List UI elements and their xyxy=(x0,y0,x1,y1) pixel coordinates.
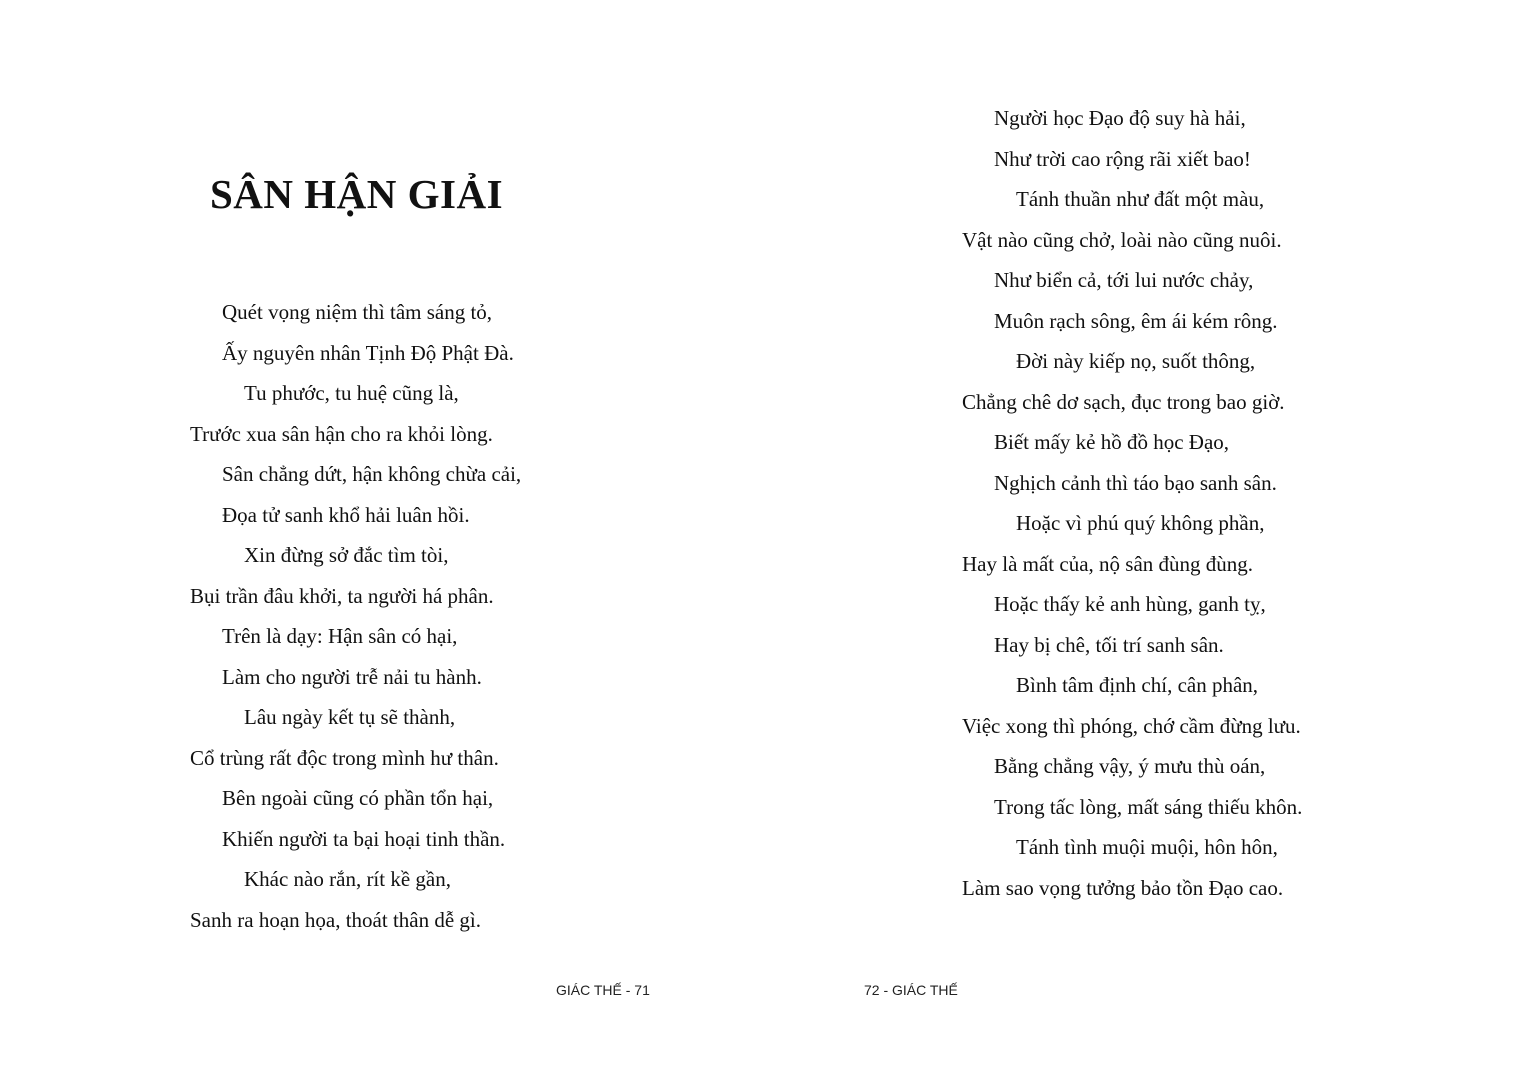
poem-line: Hay là mất của, nộ sân đùng đùng. xyxy=(962,551,1254,576)
poem-line: Làm sao vọng tưởng bảo tồn Đạo cao. xyxy=(962,875,1284,900)
left-poem xyxy=(190,292,521,940)
poem-line: Sân chẳng dứt, hận không chừa cải, xyxy=(222,462,522,486)
poem-line: Người học Đạo độ suy hà hải, xyxy=(994,106,1246,130)
right-poem xyxy=(962,98,1302,908)
poem-line: Trong tấc lòng, mất sáng thiếu khôn. xyxy=(994,794,1303,819)
right-page xyxy=(760,0,1520,1076)
poem-line: Bụi trần đâu khởi, ta người há phân. xyxy=(190,583,494,608)
poem-line: Khác nào rắn, rít kề gần, xyxy=(244,867,451,891)
poem-line: Như trời cao rộng rãi xiết bao! xyxy=(994,146,1251,171)
poem-line: Ấy nguyên nhân Tịnh Độ Phật Đà. xyxy=(222,340,514,365)
poem-line: Khiến người ta bại hoại tinh thần. xyxy=(222,826,506,851)
poem-line: Như biển cả, tới lui nước chảy, xyxy=(994,268,1254,292)
poem-line: Tánh tình muội muội, hôn hôn, xyxy=(1016,835,1278,859)
page-number-right: 72 - GIÁC THẾ xyxy=(864,982,958,998)
poem-line: Đời này kiếp nọ, suốt thông, xyxy=(1016,349,1256,373)
page-number-left: GIÁC THẾ - 71 xyxy=(556,982,650,998)
poem-line: Bằng chẳng vậy, ý mưu thù oán, xyxy=(994,754,1266,778)
poem-line: Biết mấy kẻ hồ đồ học Đạo, xyxy=(994,430,1230,454)
poem-line: Bên ngoài cũng có phần tổn hại, xyxy=(222,786,494,810)
poem-line: Cổ trùng rất độc trong mình hư thân. xyxy=(190,745,499,770)
poem-line: Vật nào cũng chở, loài nào cũng nuôi. xyxy=(962,227,1282,252)
poem-title: SÂN HẬN GIẢI xyxy=(210,171,504,217)
poem-line: Muôn rạch sông, êm ái kém rông. xyxy=(994,308,1278,333)
poem-line: Làm cho người trễ nải tu hành. xyxy=(222,664,482,689)
poem-line: Hoặc vì phú quý không phần, xyxy=(1016,511,1265,535)
poem-line: Quét vọng niệm thì tâm sáng tỏ, xyxy=(222,300,493,324)
poem-line: Hoặc thấy kẻ anh hùng, ganh tỵ, xyxy=(994,592,1266,616)
poem-line: Xin đừng sở đắc tìm tòi, xyxy=(244,543,449,567)
poem-line: Trên là dạy: Hận sân có hại, xyxy=(222,624,458,648)
poem-line: Lâu ngày kết tụ sẽ thành, xyxy=(244,705,456,729)
poem-line: Sanh ra hoạn họa, thoát thân dễ gì. xyxy=(190,907,482,932)
poem-line: Trước xua sân hận cho ra khỏi lòng. xyxy=(190,421,493,446)
poem-line: Tu phước, tu huệ cũng là, xyxy=(244,381,459,405)
poem-line: Hay bị chê, tối trí sanh sân. xyxy=(994,632,1224,657)
poem-line: Tánh thuần như đất một màu, xyxy=(1016,187,1265,211)
poem-line: Nghịch cảnh thì táo bạo sanh sân. xyxy=(994,470,1277,495)
poem-line: Đọa tử sanh khổ hải luân hồi. xyxy=(222,502,470,527)
poem-line: Bình tâm định chí, cân phân, xyxy=(1016,673,1259,697)
poem-line: Việc xong thì phóng, chớ cầm đừng lưu. xyxy=(962,713,1301,738)
poem-line: Chẳng chê dơ sạch, đục trong bao giờ. xyxy=(962,389,1285,414)
